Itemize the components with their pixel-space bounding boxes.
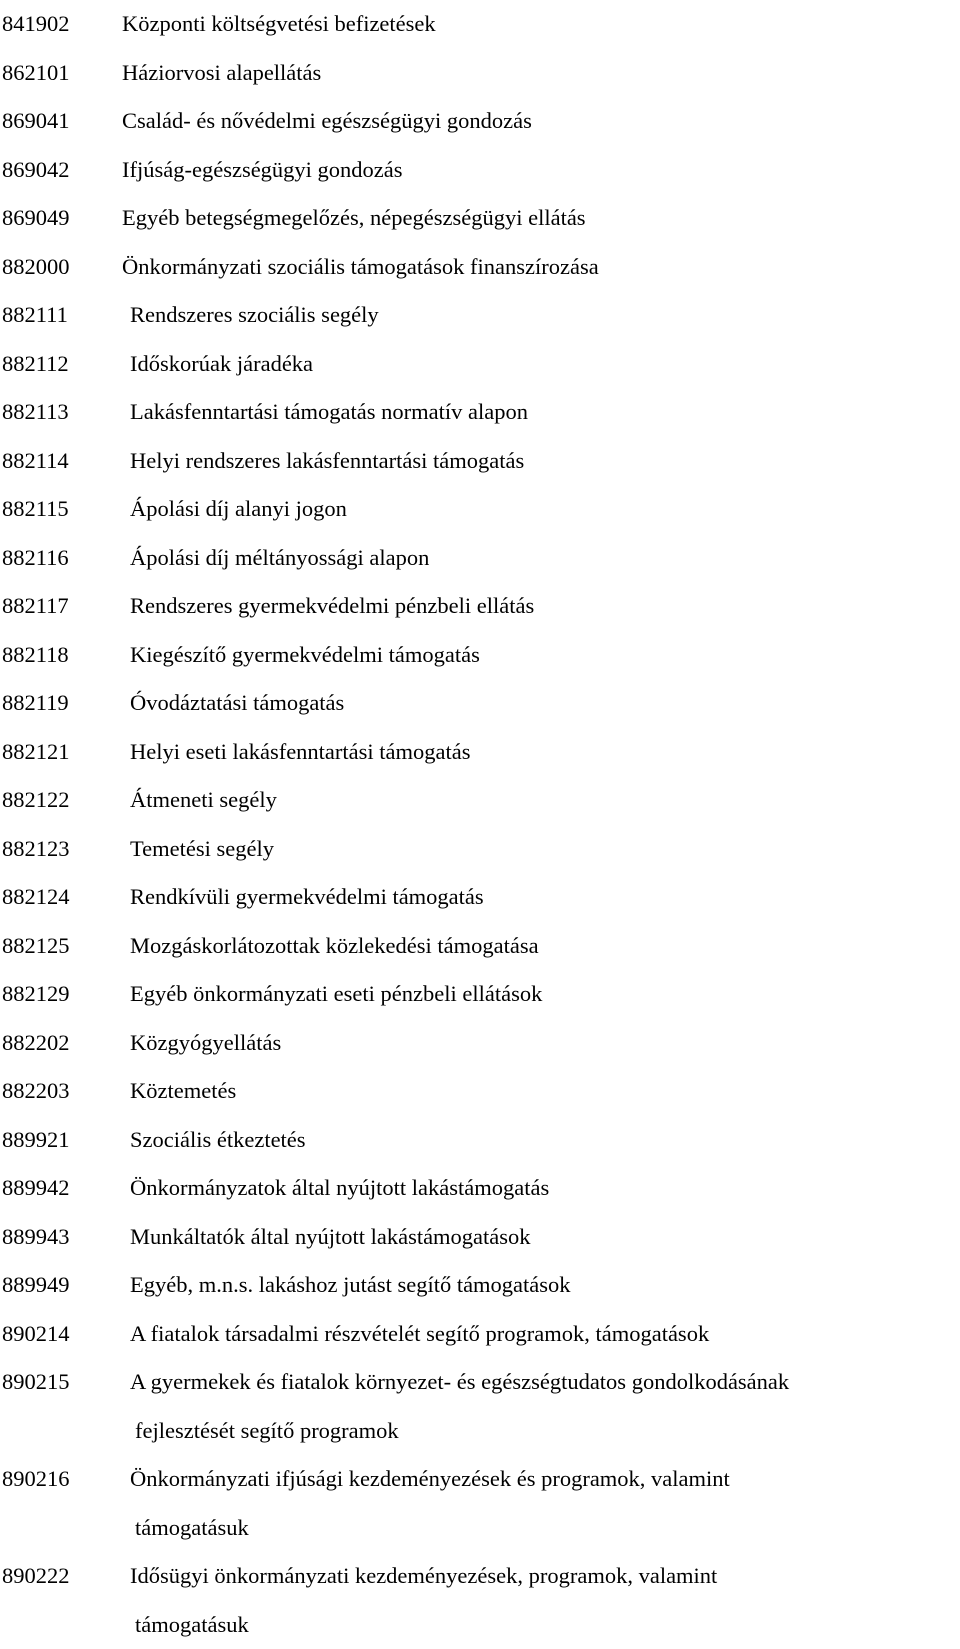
activity-code: 890216 (0, 1455, 122, 1504)
list-item (0, 97, 960, 146)
list-item (0, 1019, 960, 1068)
activity-description (122, 291, 960, 340)
activity-code: 882116 (0, 534, 122, 583)
description-text: Ápolási díj alanyi jogon (130, 496, 347, 521)
activity-description (122, 340, 960, 389)
activity-code: 882125 (0, 922, 122, 971)
description-text: A fiatalok társadalmi részvételét segítő programok, támogatások (130, 1321, 709, 1346)
activity-code: 889949 (0, 1261, 122, 1310)
list-item (0, 388, 960, 437)
activity-code: 882118 (0, 631, 122, 680)
description-text: Időskorúak járadéka (130, 351, 313, 376)
activity-description (122, 582, 960, 631)
description-text: Központi költségvetési befizetések (122, 11, 436, 36)
list-item (0, 1067, 960, 1116)
activity-description (122, 728, 960, 777)
activity-description (122, 1455, 960, 1552)
activity-description (122, 194, 960, 243)
list-item (0, 970, 960, 1019)
description-continuation: támogatásuk (130, 1601, 960, 1649)
activity-description (122, 679, 960, 728)
activity-code: 890215 (0, 1358, 122, 1407)
description-text: Lakásfenntartási támogatás normatív alapon (130, 399, 528, 424)
activity-description (122, 1358, 960, 1455)
description-text: Idősügyi önkormányzati kezdeményezések, programok, valamint (130, 1563, 717, 1588)
activity-code: 882114 (0, 437, 122, 486)
activity-code: 882123 (0, 825, 122, 874)
list-item (0, 1116, 960, 1165)
activity-description (122, 146, 960, 195)
list-item (0, 291, 960, 340)
list-item (0, 1213, 960, 1262)
list-item (0, 776, 960, 825)
description-text: Mozgáskorlátozottak közlekedési támogatása (130, 933, 539, 958)
activity-code: 869042 (0, 146, 122, 195)
activity-code: 882117 (0, 582, 122, 631)
activity-code: 882113 (0, 388, 122, 437)
activity-description (122, 0, 960, 49)
list-item (0, 1164, 960, 1213)
activity-code: 889942 (0, 1164, 122, 1213)
activity-description (122, 534, 960, 583)
list-item (0, 631, 960, 680)
activity-code: 890222 (0, 1552, 122, 1601)
list-item (0, 1261, 960, 1310)
list-item (0, 1310, 960, 1359)
list-item (0, 534, 960, 583)
activity-description (122, 49, 960, 98)
description-text: Rendszeres gyermekvédelmi pénzbeli ellátás (130, 593, 534, 618)
activity-code: 882111 (0, 291, 122, 340)
activity-code: 882122 (0, 776, 122, 825)
list-item (0, 825, 960, 874)
activity-description (122, 1019, 960, 1068)
description-text: Háziorvosi alapellátás (122, 60, 321, 85)
description-text: Rendkívüli gyermekvédelmi támogatás (130, 884, 484, 909)
activity-description (122, 1213, 960, 1262)
list-item (0, 1552, 960, 1649)
list-item (0, 194, 960, 243)
description-text: Köztemetés (130, 1078, 236, 1103)
activity-description (122, 97, 960, 146)
description-text: Egyéb betegségmegelőzés, népegészségügyi ellátás (122, 205, 586, 230)
description-text: Helyi rendszeres lakásfenntartási támogatás (130, 448, 524, 473)
activity-code: 869041 (0, 97, 122, 146)
description-text: Család- és nővédelmi egészségügyi gondozás (122, 108, 532, 133)
list-item (0, 340, 960, 389)
activity-description (122, 1067, 960, 1116)
list-item (0, 873, 960, 922)
activity-description (122, 243, 960, 292)
list-item (0, 922, 960, 971)
activity-code: 882129 (0, 970, 122, 1019)
description-text: Ifjúság-egészségügyi gondozás (122, 157, 403, 182)
description-text: A gyermekek és fiatalok környezet- és egészségtudatos gondolkodásának (130, 1369, 789, 1394)
list-item (0, 0, 960, 49)
activity-description (122, 1552, 960, 1649)
activity-description (122, 970, 960, 1019)
activity-description (122, 776, 960, 825)
activity-code: 882203 (0, 1067, 122, 1116)
activity-code: 882115 (0, 485, 122, 534)
activity-code: 889921 (0, 1116, 122, 1165)
list-item (0, 243, 960, 292)
description-continuation: fejlesztését segítő programok (130, 1407, 960, 1456)
activity-code: 889943 (0, 1213, 122, 1262)
activity-code: 882124 (0, 873, 122, 922)
description-continuation: támogatásuk (130, 1504, 960, 1553)
description-text: Munkáltatók által nyújtott lakástámogatások (130, 1224, 531, 1249)
list-item (0, 679, 960, 728)
description-text: Egyéb önkormányzati eseti pénzbeli ellátások (130, 981, 542, 1006)
activity-description (122, 873, 960, 922)
description-text: Átmeneti segély (130, 787, 277, 812)
activity-code: 869049 (0, 194, 122, 243)
activity-code: 882202 (0, 1019, 122, 1068)
description-text: Önkormányzatok által nyújtott lakástámogatás (130, 1175, 549, 1200)
list-item (0, 1358, 960, 1455)
activity-description (122, 1310, 960, 1359)
description-text: Kiegészítő gyermekvédelmi támogatás (130, 642, 480, 667)
activity-description (122, 388, 960, 437)
activity-code: 841902 (0, 0, 122, 49)
description-text: Temetési segély (130, 836, 274, 861)
activity-description (122, 485, 960, 534)
description-text: Rendszeres szociális segély (130, 302, 379, 327)
list-item (0, 485, 960, 534)
description-text: Helyi eseti lakásfenntartási támogatás (130, 739, 471, 764)
description-text: Szociális étkeztetés (130, 1127, 306, 1152)
description-text: Önkormányzati ifjúsági kezdeményezések és programok, valamint (130, 1466, 730, 1491)
list-item (0, 582, 960, 631)
activity-description (122, 1261, 960, 1310)
activity-code: 882112 (0, 340, 122, 389)
list-item (0, 728, 960, 777)
activity-description (122, 1116, 960, 1165)
description-text: Önkormányzati szociális támogatások finanszírozása (122, 254, 599, 279)
list-item (0, 1455, 960, 1552)
activity-description (122, 922, 960, 971)
activity-code: 882000 (0, 243, 122, 292)
description-text: Egyéb, m.n.s. lakáshoz jutást segítő támogatások (130, 1272, 571, 1297)
activity-description (122, 1164, 960, 1213)
list-item (0, 146, 960, 195)
list-item (0, 437, 960, 486)
activity-code: 862101 (0, 49, 122, 98)
description-text: Közgyógyellátás (130, 1030, 281, 1055)
activity-code: 882119 (0, 679, 122, 728)
description-text: Óvodáztatási támogatás (130, 690, 344, 715)
activity-description (122, 825, 960, 874)
description-text: Ápolási díj méltányossági alapon (130, 545, 429, 570)
activity-code: 882121 (0, 728, 122, 777)
activity-description (122, 631, 960, 680)
list-item (0, 49, 960, 98)
activity-description (122, 437, 960, 486)
activity-code: 890214 (0, 1310, 122, 1359)
